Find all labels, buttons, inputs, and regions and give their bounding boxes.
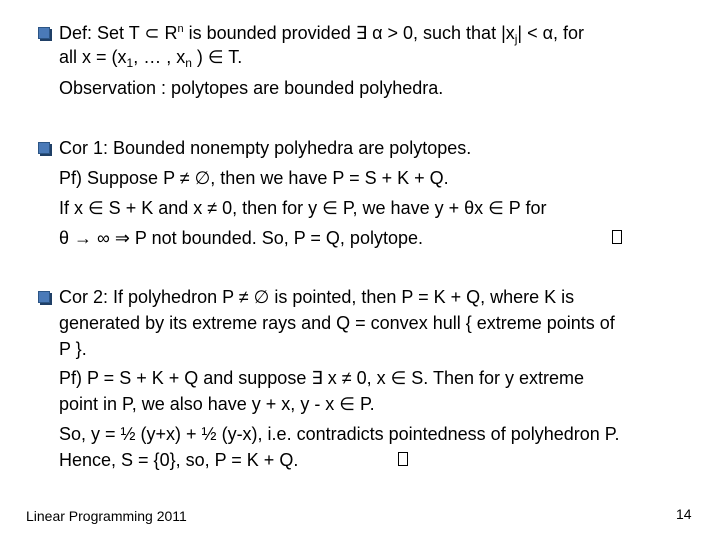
cor2-statement-line-1: Cor 2: If polyhedron P ≠ ∅ is pointed, then P = K + Q, where K is [59,287,575,307]
cor1-proof-line-1: Pf) Suppose P ≠ ∅, then we have P = S + K + Q. [59,168,449,188]
cor2-proof-line-3: So, y = ½ (y+x) + ½ (y-x), i.e. contradicts pointedness of polyhedron P. [59,424,620,444]
bullet-icon [38,27,50,39]
footer-course-title: Linear Programming 2011 [26,508,187,524]
observation-line: Observation : polytopes are bounded polyhedra. [59,78,444,98]
cor1-proof-line-3: θ → ∞ ⇒ P not bounded. So, P = Q, polytope. [59,228,423,248]
cor2-proof-line-2: point in P, we also have y + x, y - x ∈ P. [59,394,375,414]
bullet-icon [38,291,50,303]
definition-line-1: Def: Set T ⊂ $R^n$ is bounded provided ∃ α > 0, such that $|x_j| < \alpha$, for [59,23,585,46]
cor2-proof-line-1: Pf) P = S + K + Q and suppose ∃ x ≠ 0, x ∈ S. Then for y extreme [59,368,585,388]
definition-line-2: all $x = (x_1$, … , $x_n$ ) ∈ T. [59,47,243,70]
page-number: 14 [676,506,692,522]
cor1-proof-line-2: If x ∈ S + K and x ≠ 0, then for y ∈ P, we have y + θx ∈ P for [59,198,547,218]
cor2-statement-line-2: generated by its extreme rays and Q = convex hull { extreme points of [59,313,615,333]
cor2-proof-line-4: Hence, S = {0}, so, P = K + Q. [59,450,299,470]
bullet-icon [38,142,50,154]
qed-box-icon [612,230,622,244]
cor2-statement-line-3: P }. [59,339,87,359]
qed-box-icon [398,452,408,466]
cor1-statement: Cor 1: Bounded nonempty polyhedra are polytopes. [59,138,472,158]
